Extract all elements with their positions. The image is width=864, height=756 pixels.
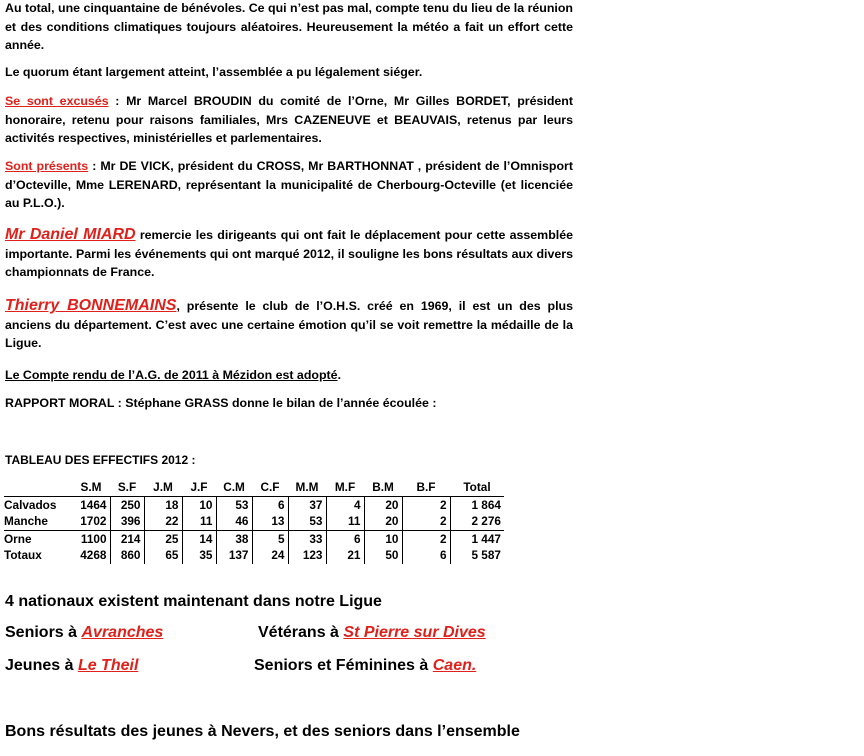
column-header: M.F xyxy=(326,479,364,496)
column-header: Total xyxy=(450,479,504,496)
table-cell: 6 xyxy=(402,547,450,564)
excuses-text: : Mr Marcel BROUDIN du comité de l’Orne, Mr Gilles BORDET, président honoraire, retenu pour raisons familiales, Mrs CAZENEUVE et BEAUVAIS, retenus par leurs activités respectives, ministérielles et parlementaires. xyxy=(5,94,573,145)
table-cell: 4 xyxy=(326,496,364,513)
table-cell: 11 xyxy=(326,513,364,530)
table-cell: 18 xyxy=(144,496,182,513)
column-header: C.M xyxy=(216,479,252,496)
column-header: M.M xyxy=(288,479,326,496)
bonnemains-text: , présente le club de l’O.H.S. créé en 1969, il est un des plus anciens du département. C’est avec une certaine émotion qu’il se voit remettre la médaille de la Ligue. xyxy=(5,299,573,350)
table-cell: 53 xyxy=(288,513,326,530)
rapport-moral: RAPPORT MORAL : Stéphane GRASS donne le bilan de l’année écoulée : xyxy=(5,396,437,410)
quorum-paragraph: Le quorum étant largement atteint, l’assemblée a pu légalement siéger. xyxy=(5,65,423,79)
seniors-line xyxy=(5,624,163,642)
miard-text: remercie les dirigeants qui ont fait le déplacement pour cette assemblée importante. Parmi les événements qui ont marqué 2012, il souligne les bons résultats aux divers championnats de France. xyxy=(5,228,573,279)
table-cell: 137 xyxy=(216,547,252,564)
row-label: Totaux xyxy=(4,548,42,563)
compte-rendu-text: Le Compte rendu de l’A.G. de 2011 à Mézidon est adopté xyxy=(5,368,338,382)
table-cell: 1702 xyxy=(72,513,110,530)
column-header: B.F xyxy=(402,479,450,496)
table-cell: 20 xyxy=(364,496,402,513)
seniors-feminines-label: Seniors et Féminines à xyxy=(254,657,433,674)
seniors-feminines-place: Caen. xyxy=(432,657,477,674)
table-cell: 2 xyxy=(402,496,450,513)
table-cell: 250 xyxy=(110,496,144,513)
miard-paragraph xyxy=(5,226,573,282)
table-cell: 14 xyxy=(182,530,216,547)
effectifs-header-row xyxy=(4,479,504,496)
table-cell: 11 xyxy=(182,513,216,530)
seniors-label: Seniors à xyxy=(5,624,82,641)
presents-label: Sont présents xyxy=(5,159,89,173)
intro-paragraph: Au total, une cinquantaine de bénévoles. Ce qui n’est pas mal, compte tenu du lieu de la réunion et des conditions climatiques toujours aléatoires. Heureusement la météo a fait un effort cette année. xyxy=(5,1,573,52)
table-cell: 2 xyxy=(402,530,450,547)
table-cell: 1 864 xyxy=(471,497,501,512)
table-cell: 50 xyxy=(364,547,402,564)
seniors-feminines-line xyxy=(254,657,476,675)
table-cell: 4268 xyxy=(72,547,110,564)
effectifs-table xyxy=(4,479,504,564)
table-cell: 10 xyxy=(364,530,402,547)
corner-cell xyxy=(4,479,72,496)
table-cell: 53 xyxy=(216,496,252,513)
presents-paragraph xyxy=(5,157,573,213)
row-label: Orne xyxy=(4,530,72,547)
table-cell: 10 xyxy=(182,496,216,513)
table-cell: 6 xyxy=(252,496,288,513)
table-cell: 1100 xyxy=(72,530,110,547)
table-cell: 2 xyxy=(402,513,450,530)
jeunes-label: Jeunes à xyxy=(5,657,78,674)
compte-rendu-paragraph xyxy=(5,366,573,385)
table-cell: 396 xyxy=(110,513,144,530)
table-row xyxy=(4,530,504,547)
miard-name: Mr Daniel MIARD xyxy=(5,226,136,243)
table-cell: 123 xyxy=(288,547,326,564)
seniors-place: Avranches xyxy=(81,624,164,641)
table-cell: 1464 xyxy=(72,496,110,513)
column-header: C.F xyxy=(252,479,288,496)
table-row xyxy=(4,496,504,513)
excuses-paragraph xyxy=(5,92,573,148)
veterans-place: St Pierre sur Dives xyxy=(343,624,486,641)
table-cell: 13 xyxy=(252,513,288,530)
row-label: Calvados xyxy=(4,497,57,512)
effectifs-title: TABLEAU DES EFFECTIFS 2012 : xyxy=(5,453,196,467)
table-row xyxy=(4,547,504,564)
bonnemains-name: Thierry BONNEMAINS xyxy=(5,297,177,314)
column-header: S.M xyxy=(72,479,110,496)
table-cell: 33 xyxy=(288,530,326,547)
table-cell: 22 xyxy=(144,513,182,530)
veterans-label: Vétérans à xyxy=(258,624,344,641)
table-cell: 24 xyxy=(252,547,288,564)
compte-rendu-suffix: . xyxy=(337,368,342,382)
column-header: J.F xyxy=(182,479,216,496)
column-header: J.M xyxy=(144,479,182,496)
bonnemains-paragraph xyxy=(5,297,573,353)
bons-resultats-line: Bons résultats des jeunes à Nevers, et des seniors dans l’ensemble xyxy=(5,723,520,740)
veterans-line xyxy=(258,624,486,642)
table-cell: 65 xyxy=(144,547,182,564)
table-row xyxy=(4,513,504,530)
table-cell: 35 xyxy=(182,547,216,564)
presents-text: : Mr DE VICK, président du CROSS, Mr BARTHONNAT , président de l’Omnisport d’Octeville, Mme LERENARD, représentant la municipalité de Cherbourg-Octeville (et licenciée au P.L.O.). xyxy=(5,159,573,210)
table-cell: 20 xyxy=(364,513,402,530)
nationaux-heading: 4 nationaux existent maintenant dans notre Ligue xyxy=(5,593,382,610)
table-cell: 5 587 xyxy=(471,548,501,563)
jeunes-place: Le Theil xyxy=(77,657,139,674)
table-cell: 37 xyxy=(288,496,326,513)
table-cell: 860 xyxy=(110,547,144,564)
column-header: S.F xyxy=(110,479,144,496)
column-header: B.M xyxy=(364,479,402,496)
row-label: Manche xyxy=(4,514,48,529)
excuses-label: Se sont excusés xyxy=(5,94,109,108)
table-cell: 38 xyxy=(216,530,252,547)
table-cell: 5 xyxy=(252,530,288,547)
table-cell: 1 447 xyxy=(450,530,504,547)
table-cell: 214 xyxy=(110,530,144,547)
jeunes-line xyxy=(5,657,138,675)
table-cell: 21 xyxy=(326,547,364,564)
table-cell: 25 xyxy=(144,530,182,547)
table-cell: 46 xyxy=(216,513,252,530)
table-cell: 6 xyxy=(326,530,364,547)
table-cell: 2 276 xyxy=(471,514,501,529)
